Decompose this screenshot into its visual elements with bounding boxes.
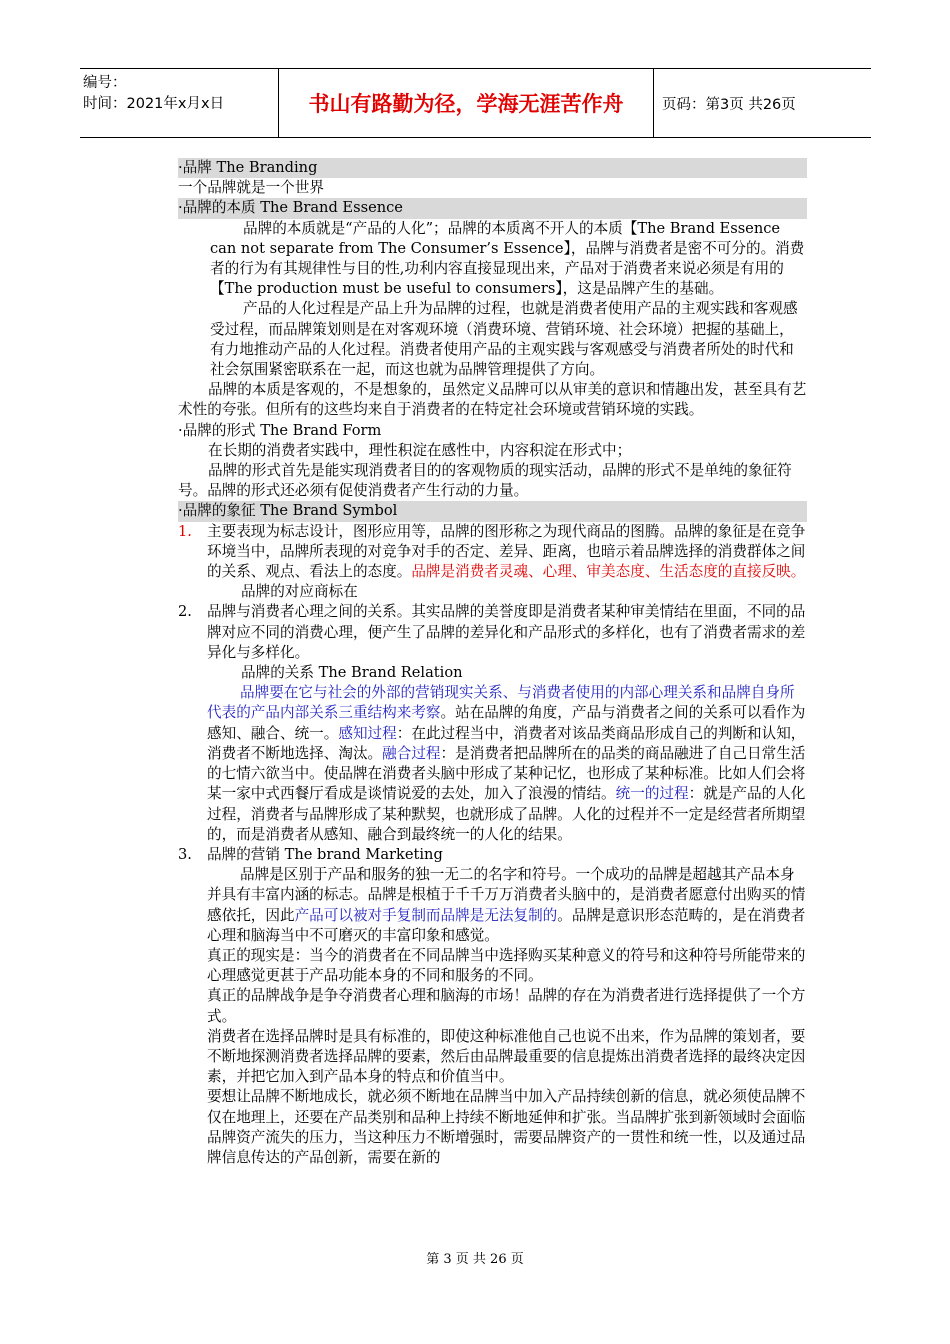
list-text <box>207 522 808 583</box>
section-title-symbol: ·品牌的象征 The Brand Symbol <box>178 501 807 521</box>
document-body <box>178 158 808 1168</box>
text-run: 品牌是区别于产品和服务的独一无二的名字和符号。一个成功的品牌是超越其产品本身并具有丰富内涵的标志。品牌是根植于千千万万消费者头脑中的，是消费者愿意付出购买的情感依托，因此 <box>207 866 806 924</box>
paragraph: 品牌的对应商标在 <box>241 583 358 601</box>
text-run: 。品牌是意识形态范畴的，是在消费者心理和脑海当中不可磨灭的丰富印象和感觉。 <box>207 906 806 944</box>
list-item <box>178 602 808 663</box>
paragraph: 在长期的消费者实践中，理性积淀在感性中，内容积淀在形式中； <box>208 441 632 459</box>
paragraph: 真正的品牌战争是争夺消费者心理和脑海的市场！品牌的存在为消费者进行选择提供了一个方式。 <box>207 987 806 1025</box>
text-run: ：在此过程当中，消费者对该品类商品形成自己的判断和认知，消费者不断地选择、淘汰。 <box>207 724 806 762</box>
paragraph: 真正的现实是：当今的消费者在不同品牌当中选择购买某种意义的符号和这种符号所能带来的心理感觉更甚于产品功能本身的不同和服务的不同。 <box>207 946 806 985</box>
list-text: 品牌的营销 The brand Marketing <box>207 845 443 863</box>
page-info: 页码：第3页 共26页 <box>662 96 796 113</box>
number-label: 编号： <box>83 75 127 91</box>
paragraph: 要想让品牌不断地成长，就必须不断地在品牌当中加入产品持续创新的信息，就必须使品牌不仅在地理上，还要在产品类别和品种上持续不断地延伸和扩张。当品牌扩张到新领域时会面临品牌资产流失的压力，当这种压力不断增强时，需要品牌资产的一贯性和统一性，以及通过品牌信息传达的产品创新，需要在新的 <box>207 1088 806 1166</box>
highlight-red: 品牌是消费者灵魂、心理、审美态度、生活态度的直接反映。 <box>411 563 806 581</box>
text-run: ：就是产品的人化过程，消费者与品牌形成了某种默契，也就形成了品牌。人化的过程并不一定是经营者所期望的，而是消费者从感知、融合到最终统一的人化的结果。 <box>207 785 806 843</box>
page-footer: 第 3 页 共 26 页 <box>426 1252 524 1267</box>
paragraph <box>178 683 808 845</box>
text-run: 主要表现为标志设计，图形应用等，品牌的图形称之为现代商品的图腾。品牌的象征是在竞争环境当中，品牌所表现的对竞争对手的否定、差异、距离，也暗示着品牌选择的消费群体之间的关系、观点、看法上的态度。 <box>207 522 806 581</box>
list-number: 3. <box>178 845 192 863</box>
header-left <box>83 73 278 115</box>
list-number: 2. <box>178 603 192 621</box>
paragraph: 品牌的本质是客观的，不是想象的，虽然定义品牌可以从审美的意识和情趣出发，甚至具有艺术性的夸张。但所有的这些均来自于消费者的在特定社会环境或营销环境的实践。 <box>178 381 807 419</box>
paragraph: 产品的人化过程是产品上升为品牌的过程，也就是消费者使用产品的主观实践和客观感受过程，而品牌策划则是在对客观环境（消费环境、营销环境、社会环境）把握的基础上，有力地推动产品的人化过程。消费者使用产品的主观实践与客观感受与消费者所处的时代和社会氛围紧密联系在一起，而这也就为品牌管理提供了方向。 <box>210 300 798 379</box>
highlight-blue: 感知过程 <box>338 724 397 742</box>
paragraph <box>178 865 808 946</box>
highlight-blue: 产品可以被对手复制而品牌是无法复制的 <box>294 906 558 924</box>
motto: 书山有路勤为径，学海无涯苦作舟 <box>278 69 654 137</box>
list-item <box>178 522 808 583</box>
paragraph: 一个品牌就是一个世界 <box>178 179 324 197</box>
list-text: 品牌与消费者心理之间的关系。其实品牌的美誉度即是消费者某种审美情结在里面，不同的品牌对应不同的消费心理，便产生了品牌的差异化和产品形式的多样化，也有了消费者需求的差异化与多样化。 <box>207 603 806 661</box>
list-item <box>178 845 808 865</box>
paragraph: 消费者在选择品牌时是具有标准的，即使这种标准他自己也说不出来，作为品牌的策划者，要不断地探测消费者选择品牌的要素，然后由品牌最重要的信息提炼出消费者选择的最终决定因素，并把它加入到产品本身的特点和价值当中。 <box>207 1027 806 1086</box>
paragraph: 品牌的关系 The Brand Relation <box>241 664 463 682</box>
highlight-blue: 品牌要在它与社会的外部的营销现实关系、与消费者使用的内部心理关系和品牌自身所代表的产品内部关系三重结构来考察 <box>207 684 795 722</box>
highlight-blue: 融合过程 <box>382 744 441 762</box>
page-header <box>80 68 871 138</box>
section-title-essence: ·品牌的本质 The Brand Essence <box>178 198 807 218</box>
time-label: 时间：2021年x月x日 <box>83 96 225 112</box>
section-title-form: ·品牌的形式 The Brand Form <box>178 421 382 439</box>
section-title-branding: ·品牌 The Branding <box>178 158 807 178</box>
highlight-blue: 统一的过程 <box>615 785 689 803</box>
paragraph: 品牌的本质就是“产品的人化”；品牌的本质离不开人的本质【The Brand Essence can not separate from The Consumer’s Essence】，品牌与消费者是密不可分的。消费者的行为有其规律性与目的性,功利内容直接显现出来，产品对于消费者来说必须是有用的【The production must be useful to consumers】，这是品牌产生的基础。 <box>210 219 805 298</box>
text-run: 。站在品牌的角度，产品与消费者之间的关系可以看作为感知、融合、统一。 <box>207 704 806 742</box>
paragraph: 品牌的形式首先是能实现消费者目的的客观物质的现实活动，品牌的形式不是单纯的象征符号。品牌的形式还必须有促使消费者产生行动的力量。 <box>178 462 792 500</box>
text-run: ：是消费者把品牌所在的品类的商品融进了自己日常生活的七情六欲当中。使品牌在消费者头脑中形成了某种记忆，也形成了某种标准。比如人们会将某一家中式西餐厅看成是谈情说爱的去处，加入了浪漫的情结。 <box>207 744 806 803</box>
list-number: 1. <box>178 522 192 540</box>
